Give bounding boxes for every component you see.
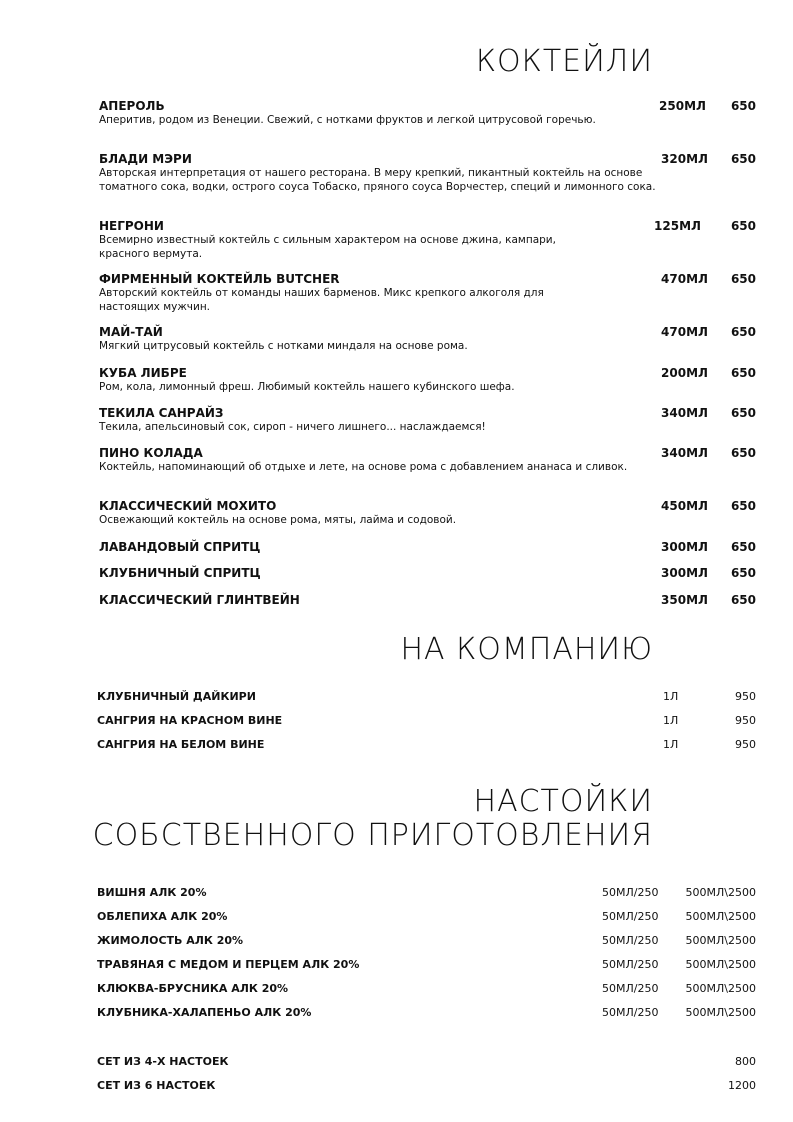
- menu-item: [99, 593, 756, 608]
- item-name: КЛЮКВА-БРУСНИКА АЛК 20%: [97, 982, 289, 995]
- item-volume: 470МЛ: [661, 272, 708, 286]
- item-small-price: 50МЛ/250: [602, 910, 659, 923]
- item-price: 650: [730, 99, 756, 113]
- item-price: 650: [730, 593, 756, 607]
- menu-item: [99, 219, 756, 261]
- item-description: Коктейль, напоминающий об отдыхе и лете, на основе рома с добавлением ананаса и сливок.: [99, 461, 628, 473]
- item-large-price: 500МЛ\2500: [685, 910, 756, 923]
- item-name: ЛАВАНДОВЫЙ СПРИТЦ: [99, 540, 261, 554]
- item-volume: 350МЛ: [661, 593, 708, 607]
- item-small-price: 50МЛ/250: [602, 982, 659, 995]
- item-small-price: 50МЛ/250: [602, 934, 659, 947]
- menu-item: [99, 272, 756, 314]
- menu-item: [99, 566, 756, 581]
- item-name: ВИШНЯ АЛК 20%: [97, 886, 207, 899]
- item-price: 650: [730, 446, 756, 460]
- menu-item: [99, 540, 756, 555]
- item-name: САНГРИЯ НА КРАСНОМ ВИНЕ: [97, 714, 283, 727]
- item-volume: 1Л: [663, 738, 679, 751]
- item-large-price: 500МЛ\2500: [685, 982, 756, 995]
- item-name: КЛАССИЧЕСКИЙ ГЛИНТВЕЙН: [99, 593, 300, 607]
- item-description: Авторская интерпретация от нашего ресторана. В меру крепкий, пикантный коктейль на основе томатного сока, водки, острого соуса Тобаско, пряного соуса Ворчестер, специй и лимонного сока.: [99, 167, 656, 193]
- item-volume: 450МЛ: [661, 499, 708, 513]
- item-price: 650: [730, 272, 756, 286]
- menu-item: [99, 325, 756, 354]
- company-title: НА КОМПАНИЮ: [400, 632, 653, 667]
- item-price: 950: [735, 690, 756, 703]
- item-small-price: 50МЛ/250: [602, 886, 659, 899]
- item-name: КУБА ЛИБРЕ: [99, 366, 187, 380]
- item-price: 650: [730, 566, 756, 580]
- company-item: [97, 690, 756, 706]
- item-large-price: 500МЛ\2500: [685, 886, 756, 899]
- item-volume: 1Л: [663, 690, 679, 703]
- item-price: 950: [735, 738, 756, 751]
- set-item: [97, 1055, 756, 1071]
- item-name: НЕГРОНИ: [99, 219, 164, 233]
- item-name: КЛАССИЧЕСКИЙ МОХИТО: [99, 499, 277, 513]
- item-volume: 340МЛ: [661, 406, 708, 420]
- tincture-item: [97, 982, 756, 998]
- company-item: [97, 714, 756, 730]
- tinctures-subtitle: СОБСТВЕННОГО ПРИГОТОВЛЕНИЯ: [92, 818, 653, 853]
- menu-item: [99, 152, 756, 194]
- item-description: Всемирно известный коктейль с сильным характером на основе джина, кампари, красного вермута.: [99, 234, 556, 260]
- item-description: Ром, кола, лимонный фреш. Любимый коктейль нашего кубинского шефа.: [99, 381, 515, 393]
- tinctures-title: НАСТОЙКИ: [473, 784, 653, 819]
- item-name: АПЕРОЛЬ: [99, 99, 165, 113]
- item-price: 650: [730, 325, 756, 339]
- item-volume: 340МЛ: [661, 446, 708, 460]
- menu-item: [99, 446, 756, 475]
- menu-item: [99, 406, 756, 435]
- item-name: ФИРМЕННЫЙ КОКТЕЙЛЬ BUTCHER: [99, 272, 340, 286]
- item-description: Аперитив, родом из Венеции. Свежий, с нотками фруктов и легкой цитрусовой горечью.: [99, 114, 596, 126]
- item-name: ОБЛЕПИХА АЛК 20%: [97, 910, 228, 923]
- item-price: 800: [735, 1055, 756, 1068]
- item-name: ПИНО КОЛАДА: [99, 446, 203, 460]
- item-name: МАЙ-ТАЙ: [99, 325, 163, 339]
- item-small-price: 50МЛ/250: [602, 1006, 659, 1019]
- item-name: КЛУБНИЧНЫЙ СПРИТЦ: [99, 566, 261, 580]
- item-volume: 200МЛ: [661, 366, 708, 380]
- item-volume: 300МЛ: [661, 566, 708, 580]
- menu-item: [99, 366, 756, 395]
- item-large-price: 500МЛ\2500: [685, 958, 756, 971]
- item-name: САНГРИЯ НА БЕЛОМ ВИНЕ: [97, 738, 265, 751]
- tincture-item: [97, 958, 756, 974]
- item-description: Мягкий цитрусовый коктейль с нотками миндаля на основе рома.: [99, 340, 468, 352]
- item-price: 650: [730, 540, 756, 554]
- item-price: 1200: [728, 1079, 756, 1092]
- item-name: КЛУБНИЧНЫЙ ДАЙКИРИ: [97, 690, 256, 703]
- item-name: СЕТ ИЗ 6 НАСТОЕК: [97, 1079, 216, 1092]
- menu-item: [99, 99, 756, 128]
- item-description: Авторский коктейль от команды наших барменов. Микс крепкого алкоголя для настоящих мужчин.: [99, 287, 544, 313]
- item-name: ЖИМОЛОСТЬ АЛК 20%: [97, 934, 244, 947]
- item-price: 650: [730, 499, 756, 513]
- item-description: Текила, апельсиновый сок, сироп - ничего лишнего... наслаждаемся!: [99, 421, 486, 433]
- item-volume: 320МЛ: [661, 152, 708, 166]
- item-name: ТРАВЯНАЯ С МЕДОМ И ПЕРЦЕМ АЛК 20%: [97, 958, 360, 971]
- tincture-item: [97, 886, 756, 902]
- item-large-price: 500МЛ\2500: [685, 934, 756, 947]
- item-price: 650: [730, 219, 756, 233]
- company-item: [97, 738, 756, 754]
- set-item: [97, 1079, 756, 1095]
- tincture-item: [97, 934, 756, 950]
- cocktails-title: КОКТЕЙЛИ: [475, 44, 653, 79]
- menu-item: [99, 499, 756, 528]
- item-price: 650: [730, 152, 756, 166]
- item-volume: 300МЛ: [661, 540, 708, 554]
- item-large-price: 500МЛ\2500: [685, 1006, 756, 1019]
- item-volume: 250МЛ: [659, 99, 706, 113]
- item-name: КЛУБНИКА-ХАЛАПЕНЬО АЛК 20%: [97, 1006, 312, 1019]
- tincture-item: [97, 1006, 756, 1022]
- tincture-item: [97, 910, 756, 926]
- item-price: 950: [735, 714, 756, 727]
- item-volume: 1Л: [663, 714, 679, 727]
- item-price: 650: [730, 406, 756, 420]
- item-volume: 470МЛ: [661, 325, 708, 339]
- item-name: БЛАДИ МЭРИ: [99, 152, 192, 166]
- item-volume: 125МЛ: [654, 219, 701, 233]
- item-name: СЕТ ИЗ 4-Х НАСТОЕК: [97, 1055, 229, 1068]
- item-name: ТЕКИЛА САНРАЙЗ: [99, 406, 224, 420]
- item-description: Освежающий коктейль на основе рома, мяты, лайма и содовой.: [99, 514, 457, 526]
- item-price: 650: [730, 366, 756, 380]
- item-small-price: 50МЛ/250: [602, 958, 659, 971]
